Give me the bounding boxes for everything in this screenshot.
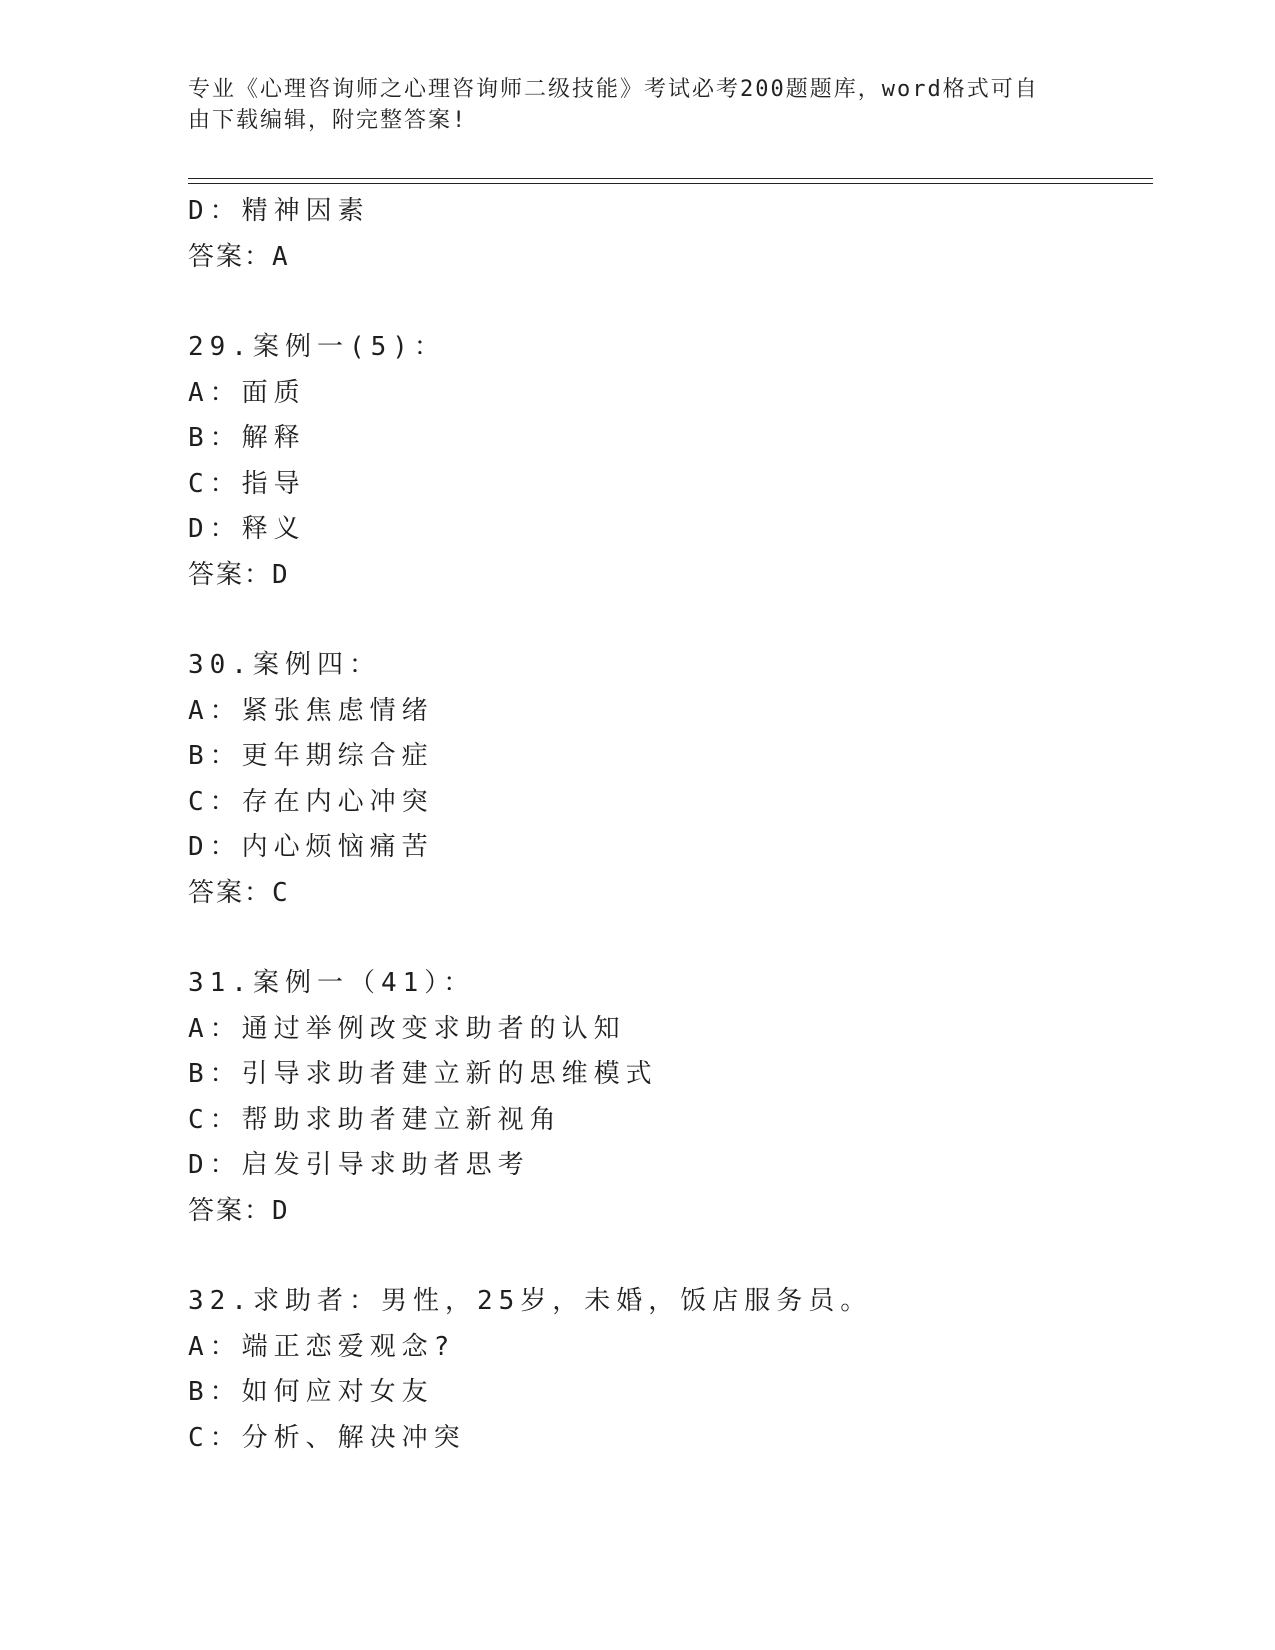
option-d: D：内心烦恼痛苦 [188,832,434,862]
header-divider-top [188,178,1153,179]
header-divider-bottom [188,183,1153,184]
option-d: D：启发引导求助者思考 [188,1150,530,1180]
option-b: B：解释 [188,423,306,453]
option-a: A：通过举例改变求助者的认知 [188,1013,626,1044]
option-a: A：端正恋爱观念? [188,1331,456,1362]
option-a: A：紧张焦虑情绪 [188,695,434,726]
question-stem-31: 31.案例一（41）： [188,968,476,998]
document-header [188,74,1088,136]
option-c: C：指导 [188,468,306,499]
answer-line: 答案：C [188,877,290,908]
option-c: C：存在内心冲突 [188,786,434,817]
question-stem-29: 29.案例一(5)： [188,332,446,362]
question-stem-32: 32.求助者：男性，25岁，未婚，饭店服务员。 [188,1286,873,1316]
option-c: C：帮助求助者建立新视角 [188,1104,562,1135]
question-stem-30: 30.案例四： [188,650,381,680]
header-line-2: 由下载编辑，附完整答案! [188,108,468,133]
option-b: B：引导求助者建立新的思维模式 [188,1059,658,1089]
option-b: B：更年期综合症 [188,741,434,771]
spacer [188,598,1148,643]
option-d: D：精神因素 [188,196,370,226]
answer-line: 答案：D [188,1195,290,1226]
option-c: C：分析、解决冲突 [188,1422,466,1453]
question-list [188,189,1148,1461]
option-b: B：如何应对女友 [188,1377,434,1407]
spacer [188,916,1148,961]
option-d: D：释义 [188,514,306,544]
spacer [188,1234,1148,1279]
option-a: A：面质 [188,377,306,408]
header-line-1: 专业《心理咨询师之心理咨询师二级技能》考试必考200题题库，word格式可自 [188,77,1039,102]
spacer [188,280,1148,325]
answer-line: 答案：D [188,559,290,590]
answer-line: 答案：A [188,241,290,272]
